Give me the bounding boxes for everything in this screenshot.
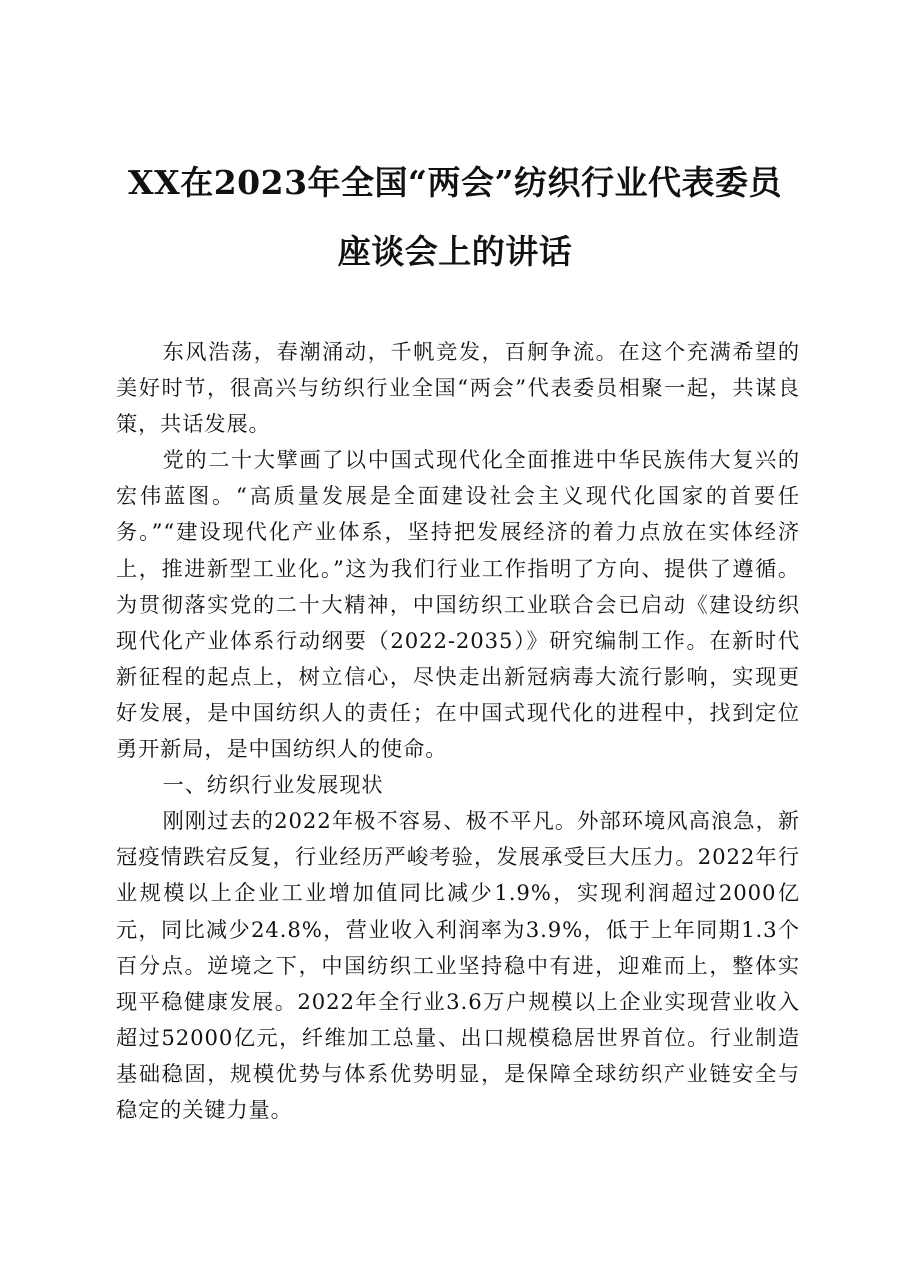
paragraph-opening: 东风浩荡，春潮涌动，千帆竞发，百舸争流。在这个充满希望的美好时节，很高兴与纺织行业全国“两会”代表委员相聚一起，共谋良策，共话发展。	[116, 339, 800, 437]
paragraph-industry-status: 刚刚过去的2022年极不容易、极不平凡。外部环境风高浪急，新冠疫情跌宕反复，行业经历严峻考验，发展承受巨大压力。2022年行业规模以上企业工业增加值同比减少1.9%，实现利润超过2000亿元，同比减少24.8%，营业收入利润率为3.9%，低于上年同期1.3个百分点。逆境之下，中国纺织工业坚持稳中有进，迎难而上，整体实现平稳健康发展。2022年全行业3.6万户规模以上企业实现营业收入超过52000亿元，纤维加工总量、出口规模稳居世界首位。行业制造基础稳固，规模优势与体系优势明显，是保障全球纺织产业链安全与稳定的关键力量。	[116, 808, 800, 1122]
document-body	[116, 334, 800, 1128]
document-title-line-2: 座谈会上的讲话	[337, 232, 573, 271]
document-title-line-1: XX在2023年全国“两会”纺织行业代表委员	[127, 163, 783, 202]
section-heading: 一、纺织行业发展现状	[162, 772, 384, 798]
paragraph-background: 党的二十大擘画了以中国式现代化全面推进中华民族伟大复兴的宏伟蓝图。“高质量发展是全面建设社会主义现代化国家的首要任务。”“建设现代化产业体系，坚持把发展经济的着力点放在实体经济上，推进新型工业化。”这为我们行业工作指明了方向、提供了遵循。为贯彻落实党的二十大精神，中国纺织工业联合会已启动《建设纺织现代化产业体系行动纲要（2022-2035）》研究编制工作。在新时代新征程的起点上，树立信心，尽快走出新冠病毒大流行影响，实现更好发展，是中国纺织人的责任；在中国式现代化的进程中，找到定位勇开新局，是中国纺织人的使命。	[116, 447, 800, 762]
